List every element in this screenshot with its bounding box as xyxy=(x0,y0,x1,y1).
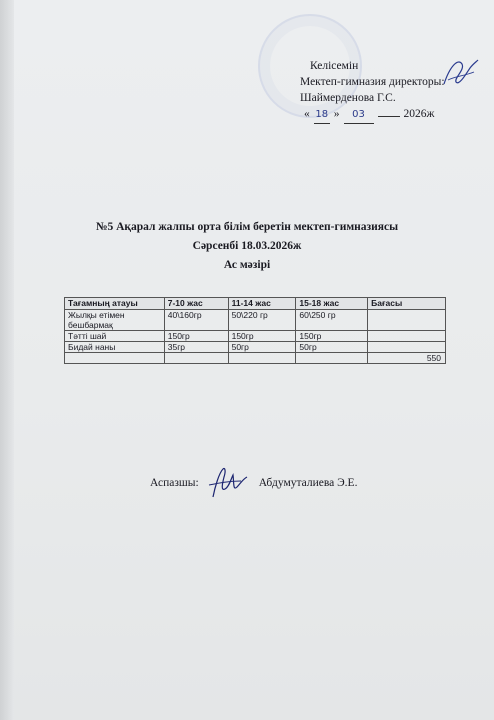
col-age-15-18: 15-18 жас xyxy=(296,298,368,310)
portion-15-18: 50гр xyxy=(296,342,368,353)
portion-7-10: 150гр xyxy=(164,331,228,342)
approval-director: Мектеп-гимназия директоры: xyxy=(300,76,445,88)
menu-table xyxy=(64,297,446,364)
portion-7-10: 40\160гр xyxy=(164,310,228,331)
table-row xyxy=(65,310,446,331)
dish-name: Жылқы етімен бешбармақ xyxy=(65,310,165,331)
menu-title: Ас мәзірі xyxy=(223,259,271,271)
approval-agree: Келісемін xyxy=(310,60,359,72)
director-signature xyxy=(440,54,480,90)
table-row xyxy=(65,342,446,353)
col-age-11-14: 11-14 жас xyxy=(228,298,296,310)
date-quote-open: « xyxy=(304,108,310,120)
col-age-7-10: 7-10 жас xyxy=(164,298,228,310)
portion-15-18: 60\250 гр xyxy=(296,310,368,331)
dish-price xyxy=(368,342,446,353)
dish-price xyxy=(368,331,446,342)
portion-11-14: 50\220 гр xyxy=(228,310,296,331)
date-day: 18 xyxy=(314,107,330,124)
menu-date: Сәрсенбі 18.03.2026ж xyxy=(192,240,302,252)
approval-date xyxy=(304,106,445,124)
cook-label: Аспазшы: xyxy=(150,477,199,489)
portion-11-14: 150гр xyxy=(228,331,296,342)
table-total-row xyxy=(65,353,446,364)
col-price: Бағасы xyxy=(368,298,446,310)
date-month: 03 xyxy=(344,107,374,124)
cook-signature-line xyxy=(150,465,357,501)
date-quote-close: » xyxy=(333,108,340,120)
table-row xyxy=(65,331,446,342)
approval-director-name: Шаймерденова Г.С. xyxy=(300,92,396,104)
dish-name: Бидай наны xyxy=(65,342,165,353)
table-header xyxy=(65,298,446,310)
date-year: 2026ж xyxy=(403,108,435,120)
approval-block xyxy=(300,58,445,124)
total-price: 550 xyxy=(368,353,446,364)
portion-7-10: 35гр xyxy=(164,342,228,353)
portion-15-18: 150гр xyxy=(296,331,368,342)
dish-price xyxy=(368,310,446,331)
cook-name: Абдумуталиева Э.Е. xyxy=(258,477,358,489)
paper-edge xyxy=(0,0,14,720)
school-title: №5 Ақарал жалпы орта білім беретін мектеп-гимназиясы xyxy=(95,221,399,233)
dish-name: Тәтті шай xyxy=(65,331,165,342)
portion-11-14: 50гр xyxy=(228,342,296,353)
date-blank xyxy=(378,116,400,117)
col-dish: Тағамның атауы xyxy=(65,298,165,310)
cook-signature xyxy=(207,465,249,501)
